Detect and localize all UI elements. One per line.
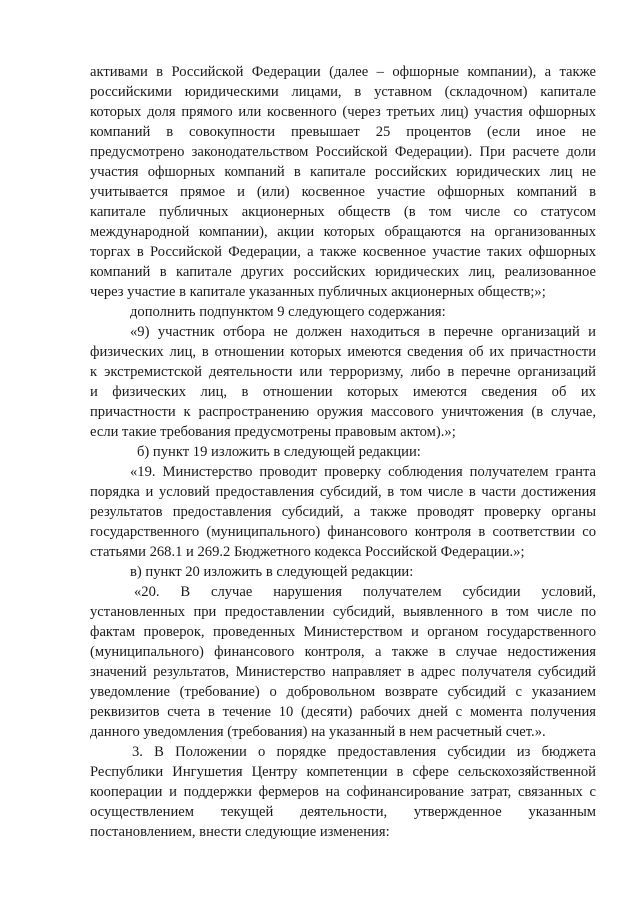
text-line: через участие в капитале указанных публичных акционерных обществ;»; — [90, 284, 546, 300]
paragraph-start-line: в) пункт 20 изложить в следующей редакции: — [130, 564, 414, 580]
paragraph-start-line: «20. В случае нарушения получателем субсидии условий, — [134, 584, 596, 600]
paragraph-start-line: дополнить подпунктом 9 следующего содержания: — [130, 304, 446, 320]
text-line: данного уведомления (требования) на указанный в нем расчетный счет.». — [90, 724, 546, 740]
text-line: реквизитов счета в течение 10 (десяти) рабочих дней с момента получения — [90, 704, 596, 720]
text-line: и физических лиц, в отношении которых имеются сведения об их — [90, 384, 596, 400]
text-line: активами в Российской Федерации (далее – офшорные компании), а также — [90, 64, 596, 80]
text-line: участия офшорных компаний в капитале российских юридических лиц не — [90, 164, 596, 180]
text-line: уведомление (требование) о добровольном возврате субсидий с указанием — [90, 684, 596, 700]
text-line: торгах в Российской Федерации, а также косвенное участие таких офшорных — [90, 244, 596, 260]
text-line: компаний в капитале других российских юридических лиц, реализованное — [90, 264, 596, 280]
text-line: капитале публичных акционерных обществ (в том числе со статусом — [90, 204, 596, 220]
text-line: Республики Ингушетия Центру компетенции в сфере сельскохозяйственной — [90, 764, 596, 780]
text-line: причастности к распространению оружия массового уничтожения (в случае, — [90, 404, 596, 420]
text-line: учитывается прямое и (или) косвенное участие офшорных компаний в — [90, 184, 596, 200]
text-line: к экстремистской деятельности или терроризму, либо в перечне организаций — [90, 364, 596, 380]
text-line: международной компании), акции которых обращаются на организованных — [90, 224, 596, 240]
text-line: физических лиц, в отношении которых имеются сведения об их причастности — [90, 344, 596, 360]
text-line: которых доля прямого или косвенного (через третьих лиц) участия офшорных — [90, 104, 596, 120]
text-line: если такие требования предусмотрены правовым актом).»; — [90, 424, 456, 440]
text-line: осуществлением текущей деятельности, утвержденное указанным — [90, 804, 596, 820]
text-line: (муниципального) финансового контроля, а также в случае недостижения — [90, 644, 596, 660]
text-line: компаний в совокупности превышает 25 процентов (если иное не — [90, 124, 596, 140]
text-line: постановлением, внести следующие изменения: — [90, 824, 390, 840]
text-line: статьями 268.1 и 269.2 Бюджетного кодекса Российской Федерации.»; — [90, 544, 525, 560]
paragraph-start-line: 3. В Положении о порядке предоставления субсидии из бюджета — [132, 744, 596, 760]
text-line: фактам проверок, проведенных Министерством и органом государственного — [90, 624, 596, 640]
text-line: значений результатов, Министерство направляет в адрес получателя субсидий — [90, 664, 596, 680]
text-line: установленных при предоставлении субсидий, выявленного в том числе по — [90, 604, 596, 620]
text-line: порядка и условий предоставления субсидий, в том числе в части достижения — [90, 484, 596, 500]
text-line: государственного (муниципального) финансового контроля в соответствии со — [90, 524, 596, 540]
text-line: результатов предоставления субсидий, а также проводят проверку органы — [90, 504, 596, 520]
text-line: кооперации и поддержки фермеров на софинансирование затрат, связанных с — [90, 784, 596, 800]
text-line: российскими юридическими лицами, в уставном (складочном) капитале — [90, 84, 596, 100]
text-line: предусмотрено законодательством Российской Федерации). При расчете доли — [90, 144, 596, 160]
paragraph-start-line: «9) участник отбора не должен находиться в перечне организаций и — [130, 324, 596, 340]
paragraph-start-line: «19. Министерство проводит проверку соблюдения получателем гранта — [130, 464, 596, 480]
paragraph-start-line: б) пункт 19 изложить в следующей редакции: — [137, 444, 421, 460]
